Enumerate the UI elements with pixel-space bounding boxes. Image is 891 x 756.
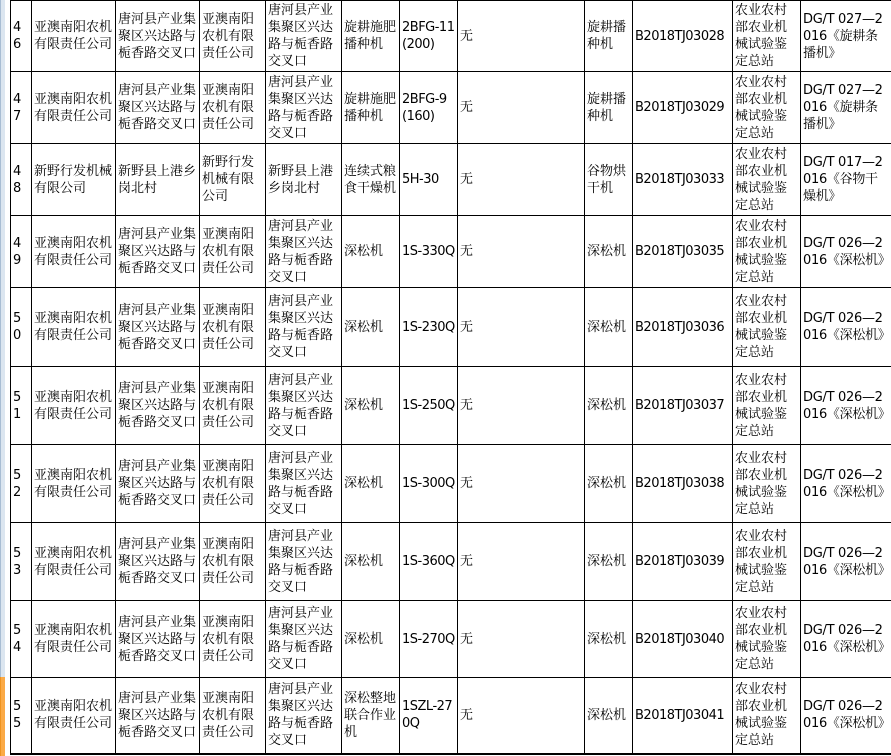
cell-manufacturer: 亚澳南阳农机有限责任公司 xyxy=(32,288,116,367)
cell-product-name: 深松机 xyxy=(342,445,400,523)
cell-model: 1SZL-270Q xyxy=(400,678,458,754)
cell-manufacturer: 亚澳南阳农机有限责任公司 xyxy=(32,367,116,445)
table-row xyxy=(11,144,891,216)
cell-certificate-number: B2018TJ03029 xyxy=(633,72,733,144)
cell-manufacturer: 亚澳南阳农机有限责任公司 xyxy=(32,72,116,144)
cell-standard: DG/T 026—2016《深松机》 xyxy=(801,445,891,523)
cell-producer: 亚澳南阳农机有限责任公司 xyxy=(200,1,266,72)
cell-product-name: 深松整地联合作业机 xyxy=(342,678,400,754)
cell-remark: 无 xyxy=(458,523,585,601)
cell-manufacturer: 亚澳南阳农机有限责任公司 xyxy=(32,523,116,601)
cell-producer-address: 唐河县产业集聚区兴达路与栀香路交叉口 xyxy=(266,288,342,367)
cell-manufacturer-address: 唐河县产业集聚区兴达路与栀香路交叉口 xyxy=(116,523,200,601)
cell-category: 谷物烘干机 xyxy=(585,144,633,216)
cell-model: 2BFG-11(200) xyxy=(400,1,458,72)
table-body xyxy=(11,1,891,754)
cell-manufacturer-address: 唐河县产业集聚区兴达路与栀香路交叉口 xyxy=(116,678,200,754)
cell-product-name: 深松机 xyxy=(342,288,400,367)
table-row xyxy=(11,367,891,445)
cell-testing-agency: 农业农村部农业机械试验鉴定总站 xyxy=(733,1,801,72)
table-row xyxy=(11,678,891,754)
cell-model: 1S-360Q xyxy=(400,523,458,601)
cell-manufacturer: 新野行发机械有限公司 xyxy=(32,144,116,216)
cell-testing-agency: 农业农村部农业机械试验鉴定总站 xyxy=(733,445,801,523)
cell-producer: 亚澳南阳农机有限责任公司 xyxy=(200,678,266,754)
cell-product-name: 深松机 xyxy=(342,367,400,445)
cell-model: 1S-230Q xyxy=(400,288,458,367)
left-edge-strip xyxy=(0,0,5,677)
cell-manufacturer-address: 唐河县产业集聚区兴达路与栀香路交叉口 xyxy=(116,288,200,367)
cell-category: 深松机 xyxy=(585,288,633,367)
cell-certificate-number: B2018TJ03035 xyxy=(633,216,733,288)
cell-product-name: 连续式粮食干燥机 xyxy=(342,144,400,216)
cell-serial-number: 46 xyxy=(11,1,32,72)
cell-manufacturer-address: 唐河县产业集聚区兴达路与栀香路交叉口 xyxy=(116,445,200,523)
cell-producer: 亚澳南阳农机有限责任公司 xyxy=(200,216,266,288)
cell-certificate-number: B2018TJ03039 xyxy=(633,523,733,601)
cell-producer: 亚澳南阳农机有限责任公司 xyxy=(200,601,266,678)
cell-testing-agency: 农业农村部农业机械试验鉴定总站 xyxy=(733,144,801,216)
cell-producer: 亚澳南阳农机有限责任公司 xyxy=(200,445,266,523)
table-row xyxy=(11,523,891,601)
cell-producer: 亚澳南阳农机有限责任公司 xyxy=(200,288,266,367)
cell-category: 旋耕播种机 xyxy=(585,1,633,72)
cell-standard: DG/T 026—2016《深松机》 xyxy=(801,288,891,367)
cell-manufacturer: 亚澳南阳农机有限责任公司 xyxy=(32,1,116,72)
cell-producer-address: 唐河县产业集聚区兴达路与栀香路交叉口 xyxy=(266,678,342,754)
cell-testing-agency: 农业农村部农业机械试验鉴定总站 xyxy=(733,216,801,288)
cell-serial-number: 55 xyxy=(11,678,32,754)
cell-certificate-number: B2018TJ03033 xyxy=(633,144,733,216)
cell-testing-agency: 农业农村部农业机械试验鉴定总站 xyxy=(733,367,801,445)
cell-certificate-number: B2018TJ03028 xyxy=(633,1,733,72)
cell-model: 1S-330Q xyxy=(400,216,458,288)
cell-standard: DG/T 026—2016《深松机》 xyxy=(801,678,891,754)
cell-producer: 亚澳南阳农机有限责任公司 xyxy=(200,523,266,601)
table-row xyxy=(11,72,891,144)
cell-producer-address: 唐河县产业集聚区兴达路与栀香路交叉口 xyxy=(266,216,342,288)
cell-producer-address: 唐河县产业集聚区兴达路与栀香路交叉口 xyxy=(266,523,342,601)
cell-manufacturer-address: 唐河县产业集聚区兴达路与栀香路交叉口 xyxy=(116,72,200,144)
cell-product-name: 深松机 xyxy=(342,601,400,678)
cell-manufacturer-address: 唐河县产业集聚区兴达路与栀香路交叉口 xyxy=(116,367,200,445)
cell-testing-agency: 农业农村部农业机械试验鉴定总站 xyxy=(733,678,801,754)
cell-certificate-number: B2018TJ03037 xyxy=(633,367,733,445)
cell-category: 旋耕播种机 xyxy=(585,72,633,144)
cell-category: 深松机 xyxy=(585,216,633,288)
cell-producer-address: 唐河县产业集聚区兴达路与栀香路交叉口 xyxy=(266,445,342,523)
cell-remark: 无 xyxy=(458,144,585,216)
cell-producer-address: 唐河县产业集聚区兴达路与栀香路交叉口 xyxy=(266,1,342,72)
cell-remark: 无 xyxy=(458,445,585,523)
table-row xyxy=(11,445,891,523)
cell-product-name: 深松机 xyxy=(342,523,400,601)
cell-category: 深松机 xyxy=(585,601,633,678)
cell-category: 深松机 xyxy=(585,678,633,754)
cell-manufacturer-address: 唐河县产业集聚区兴达路与栀香路交叉口 xyxy=(116,601,200,678)
cell-producer: 新野行发机械有限公司 xyxy=(200,144,266,216)
row-highlight-strip xyxy=(0,677,5,756)
cell-model: 1S-250Q xyxy=(400,367,458,445)
table-row xyxy=(11,1,891,72)
cell-product-name: 旋耕施肥播种机 xyxy=(342,72,400,144)
cell-certificate-number: B2018TJ03038 xyxy=(633,445,733,523)
cell-remark: 无 xyxy=(458,72,585,144)
cell-testing-agency: 农业农村部农业机械试验鉴定总站 xyxy=(733,72,801,144)
cell-standard: DG/T 017—2016《谷物干燥机》 xyxy=(801,144,891,216)
cell-remark: 无 xyxy=(458,288,585,367)
cell-standard: DG/T 026—2016《深松机》 xyxy=(801,367,891,445)
cell-producer: 亚澳南阳农机有限责任公司 xyxy=(200,72,266,144)
cell-producer: 亚澳南阳农机有限责任公司 xyxy=(200,367,266,445)
table-row xyxy=(11,216,891,288)
cell-serial-number: 51 xyxy=(11,367,32,445)
table-row xyxy=(11,601,891,678)
cell-serial-number: 53 xyxy=(11,523,32,601)
cell-serial-number: 52 xyxy=(11,445,32,523)
table-row xyxy=(11,288,891,367)
cell-serial-number: 50 xyxy=(11,288,32,367)
cell-serial-number: 48 xyxy=(11,144,32,216)
cell-manufacturer-address: 唐河县产业集聚区兴达路与栀香路交叉口 xyxy=(116,1,200,72)
cell-testing-agency: 农业农村部农业机械试验鉴定总站 xyxy=(733,523,801,601)
cell-product-name: 深松机 xyxy=(342,216,400,288)
cell-producer-address: 唐河县产业集聚区兴达路与栀香路交叉口 xyxy=(266,367,342,445)
cell-serial-number: 54 xyxy=(11,601,32,678)
cell-manufacturer: 亚澳南阳农机有限责任公司 xyxy=(32,216,116,288)
cell-standard: DG/T 027—2016《旋耕条播机》 xyxy=(801,72,891,144)
cell-producer-address: 唐河县产业集聚区兴达路与栀香路交叉口 xyxy=(266,601,342,678)
cell-producer-address: 唐河县产业集聚区兴达路与栀香路交叉口 xyxy=(266,72,342,144)
cell-serial-number: 47 xyxy=(11,72,32,144)
cell-testing-agency: 农业农村部农业机械试验鉴定总站 xyxy=(733,288,801,367)
cell-manufacturer: 亚澳南阳农机有限责任公司 xyxy=(32,601,116,678)
cell-remark: 无 xyxy=(458,367,585,445)
cell-standard: DG/T 027—2016《旋耕条播机》 xyxy=(801,1,891,72)
cell-model: 1S-270Q xyxy=(400,601,458,678)
cell-remark: 无 xyxy=(458,601,585,678)
cell-model: 2BFG-9(160) xyxy=(400,72,458,144)
cell-standard: DG/T 026—2016《深松机》 xyxy=(801,216,891,288)
cell-standard: DG/T 026—2016《深松机》 xyxy=(801,523,891,601)
cell-certificate-number: B2018TJ03036 xyxy=(633,288,733,367)
cell-remark: 无 xyxy=(458,216,585,288)
cell-manufacturer: 亚澳南阳农机有限责任公司 xyxy=(32,678,116,754)
cell-manufacturer-address: 唐河县产业集聚区兴达路与栀香路交叉口 xyxy=(116,216,200,288)
cell-remark: 无 xyxy=(458,678,585,754)
cell-certificate-number: B2018TJ03040 xyxy=(633,601,733,678)
cell-remark: 无 xyxy=(458,1,585,72)
cell-producer-address: 新野县上港乡岗北村 xyxy=(266,144,342,216)
cell-manufacturer-address: 新野县上港乡岗北村 xyxy=(116,144,200,216)
certification-table xyxy=(10,0,891,755)
cell-standard: DG/T 026—2016《深松机》 xyxy=(801,601,891,678)
cell-category: 深松机 xyxy=(585,445,633,523)
cell-serial-number: 49 xyxy=(11,216,32,288)
cell-manufacturer: 亚澳南阳农机有限责任公司 xyxy=(32,445,116,523)
cell-certificate-number: B2018TJ03041 xyxy=(633,678,733,754)
cell-testing-agency: 农业农村部农业机械试验鉴定总站 xyxy=(733,601,801,678)
cell-category: 深松机 xyxy=(585,367,633,445)
cell-category: 深松机 xyxy=(585,523,633,601)
cell-model: 5H-30 xyxy=(400,144,458,216)
cell-product-name: 旋耕施肥播种机 xyxy=(342,1,400,72)
cell-model: 1S-300Q xyxy=(400,445,458,523)
